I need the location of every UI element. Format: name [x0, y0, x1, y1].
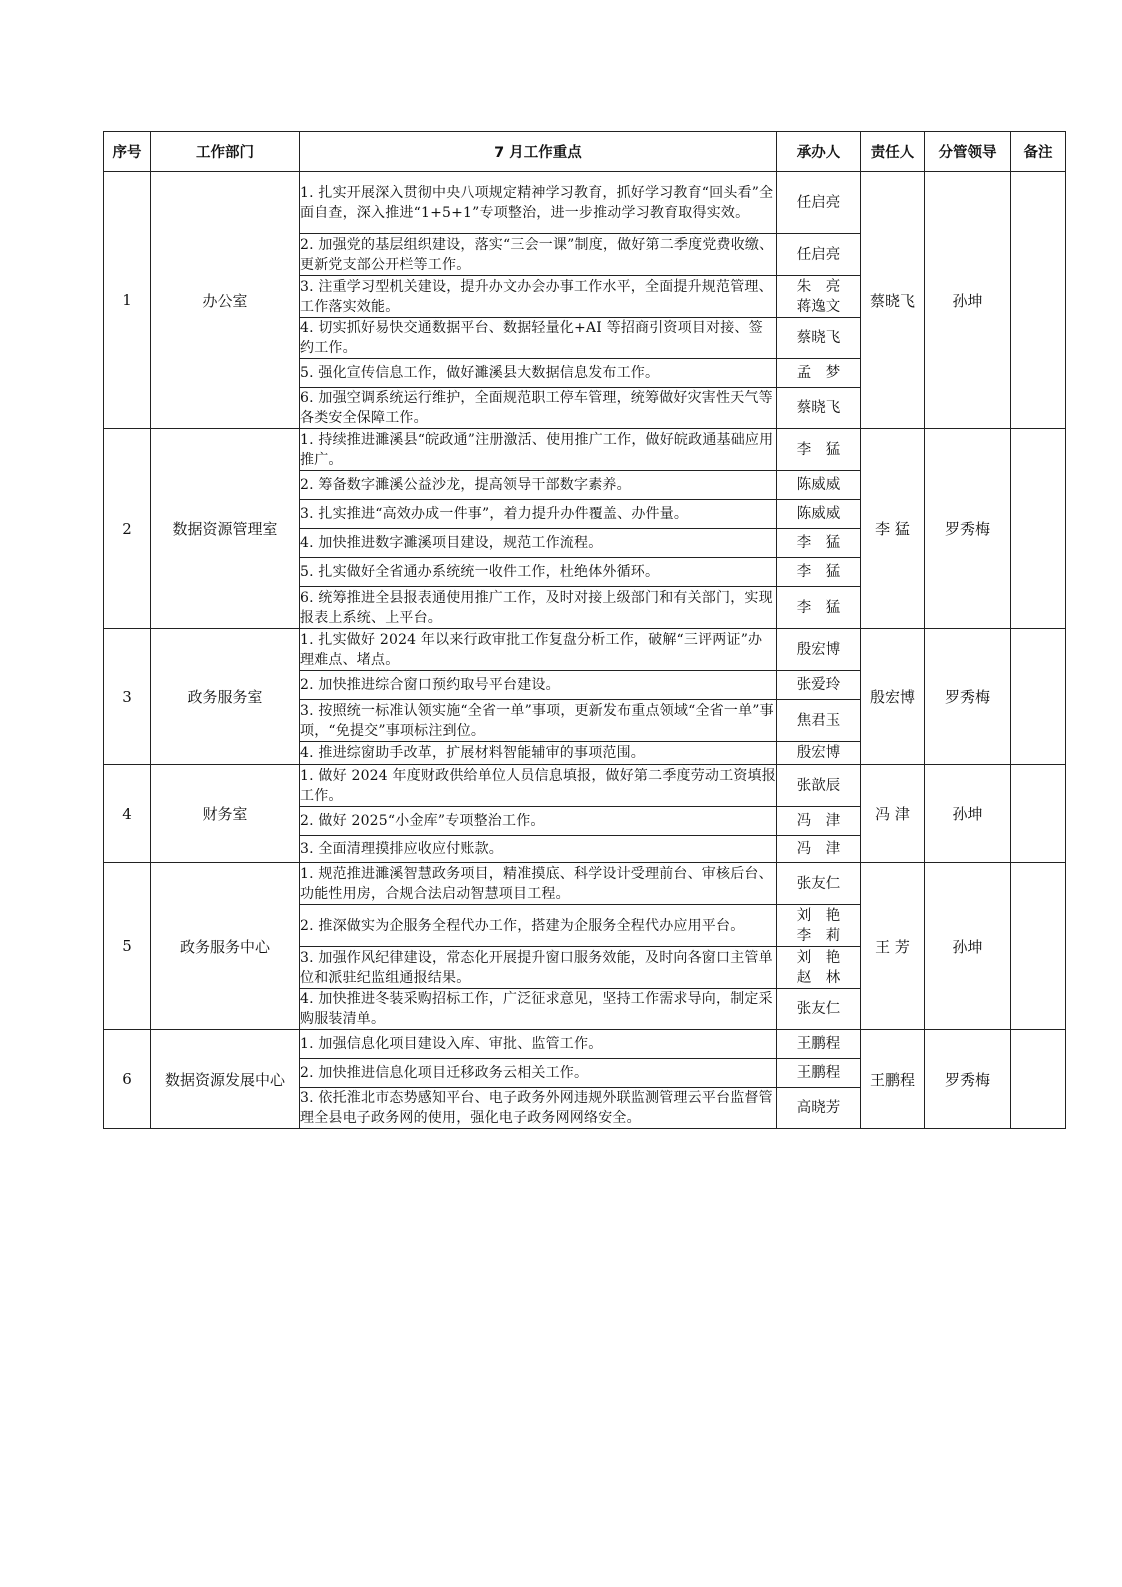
handler-name: 王鹏程 — [796, 1065, 841, 1081]
group-responsible: 王鹏程 — [861, 1030, 925, 1129]
handler-name: 朱 亮 — [796, 278, 841, 295]
handler-name: 刘 艳 — [796, 949, 841, 966]
handler-name: 蔡晓飞 — [796, 400, 841, 416]
handler-name: 蔡晓飞 — [796, 330, 841, 346]
group-seq: 5 — [104, 863, 151, 1030]
task-handler — [777, 471, 861, 500]
table-row — [104, 1030, 1066, 1059]
task-text: 1. 规范推进濉溪智慧政务项目，精准摸底、科学设计受理前台、审核后台、功能性用房，合规合法启动智慧项目工程。 — [300, 863, 777, 905]
group-seq: 1 — [104, 172, 151, 429]
handler-name: 张爱玲 — [796, 677, 841, 693]
group-leader: 孙坤 — [925, 863, 1011, 1030]
task-handler — [777, 234, 861, 276]
task-text: 5. 扎实做好全省通办系统统一收件工作，杜绝体外循环。 — [300, 558, 777, 587]
group-responsible: 蔡晓飞 — [861, 172, 925, 429]
task-text: 4. 加快推进数字濉溪项目建设，规范工作流程。 — [300, 529, 777, 558]
task-text: 2. 加快推进信息化项目迁移政务云相关工作。 — [300, 1059, 777, 1088]
handler-name: 冯 津 — [796, 841, 841, 857]
handler-name: 冯 津 — [796, 813, 841, 829]
task-text: 6. 统筹推进全县报表通使用推广工作，及时对接上级部门和有关部门，实现报表上系统、上平台。 — [300, 587, 777, 629]
handler-name: 张友仁 — [796, 875, 841, 892]
task-handler — [777, 359, 861, 388]
handler-name: 刘 艳 — [796, 907, 841, 924]
handler-name: 李 莉 — [796, 927, 841, 944]
group-leader: 罗秀梅 — [925, 429, 1011, 629]
task-handler — [777, 836, 861, 863]
header-seq: 序号 — [104, 132, 151, 172]
task-text: 2. 加快推进综合窗口预约取号平台建设。 — [300, 671, 777, 700]
table-row — [104, 863, 1066, 905]
group-dept: 数据资源管理室 — [151, 429, 300, 629]
task-handler — [777, 429, 861, 471]
handler-name: 李 猛 — [796, 599, 841, 616]
table-row — [104, 172, 1066, 234]
task-handler — [777, 558, 861, 587]
table-row — [104, 629, 1066, 671]
group-remark — [1011, 629, 1066, 765]
task-handler — [777, 807, 861, 836]
task-text: 1. 持续推进濉溪县“皖政通”注册激活、使用推广工作，做好皖政通基础应用推广。 — [300, 429, 777, 471]
handler-name: 高晓芳 — [796, 1100, 841, 1116]
table-row — [104, 765, 1066, 807]
task-handler — [777, 500, 861, 529]
task-handler — [777, 905, 861, 947]
task-text: 2. 筹备数字濉溪公益沙龙，提高领导干部数字素养。 — [300, 471, 777, 500]
task-handler — [777, 388, 861, 429]
group-dept: 数据资源发展中心 — [151, 1030, 300, 1129]
task-text: 3. 依托淮北市态势感知平台、电子政务外网违规外联监测管理云平台监督管理全县电子政务网的使用，强化电子政务网网络安全。 — [300, 1088, 777, 1129]
group-seq: 6 — [104, 1030, 151, 1129]
task-handler — [777, 742, 861, 765]
handler-name: 张歆辰 — [796, 777, 841, 794]
group-remark — [1011, 1030, 1066, 1129]
group-remark — [1011, 429, 1066, 629]
task-handler — [777, 629, 861, 671]
task-handler — [777, 318, 861, 359]
task-handler — [777, 989, 861, 1030]
table-header-row — [104, 132, 1066, 172]
task-handler — [777, 700, 861, 742]
task-text: 3. 全面清理摸排应收应付账款。 — [300, 836, 777, 863]
group-dept: 办公室 — [151, 172, 300, 429]
task-text: 5. 强化宣传信息工作，做好濉溪县大数据信息发布工作。 — [300, 359, 777, 388]
header-responsible: 责任人 — [861, 132, 925, 172]
group-seq: 4 — [104, 765, 151, 863]
group-dept: 政务服务室 — [151, 629, 300, 765]
task-text: 2. 做好 2025“小金库”专项整治工作。 — [300, 807, 777, 836]
group-leader: 孙坤 — [925, 765, 1011, 863]
task-text: 3. 扎实推进“高效办成一件事”，着力提升办件覆盖、办件量。 — [300, 500, 777, 529]
handler-name: 张友仁 — [796, 1001, 841, 1017]
group-dept: 政务服务中心 — [151, 863, 300, 1030]
task-text: 1. 扎实做好 2024 年以来行政审批工作复盘分析工作，破解“三评两证”办理难点、堵点。 — [300, 629, 777, 671]
group-seq: 2 — [104, 429, 151, 629]
group-responsible: 冯 津 — [861, 765, 925, 863]
task-handler — [777, 1059, 861, 1088]
header-handler: 承办人 — [777, 132, 861, 172]
handler-name: 王鹏程 — [796, 1036, 841, 1052]
task-text: 2. 推深做实为企服务全程代办工作，搭建为企服务全程代办应用平台。 — [300, 905, 777, 947]
handler-name: 李 猛 — [796, 441, 841, 458]
group-leader: 罗秀梅 — [925, 1030, 1011, 1129]
handler-name: 陈威威 — [796, 477, 841, 493]
handler-name: 李 猛 — [796, 564, 841, 580]
group-remark — [1011, 172, 1066, 429]
task-handler — [777, 529, 861, 558]
header-leader: 分管领导 — [925, 132, 1011, 172]
task-text: 4. 推进综窗助手改革，扩展材料智能辅审的事项范围。 — [300, 742, 777, 765]
handler-name: 陈威威 — [796, 506, 841, 522]
task-text: 1. 扎实开展深入贯彻中央八项规定精神学习教育，抓好学习教育“回头看”全面自查，深入推进“1+5+1”专项整治，进一步推动学习教育取得实效。 — [300, 172, 777, 234]
handler-name: 李 猛 — [796, 535, 841, 551]
handler-name: 孟 梦 — [796, 365, 841, 381]
handler-name: 殷宏博 — [796, 745, 841, 761]
group-responsible: 殷宏博 — [861, 629, 925, 765]
group-seq: 3 — [104, 629, 151, 765]
task-handler — [777, 671, 861, 700]
task-text: 4. 切实抓好易快交通数据平台、数据轻量化+AI 等招商引资项目对接、签约工作。 — [300, 318, 777, 359]
task-handler — [777, 863, 861, 905]
group-dept: 财务室 — [151, 765, 300, 863]
handler-name: 赵 林 — [796, 969, 841, 986]
task-text: 2. 加强党的基层组织建设，落实“三会一课”制度，做好第二季度党费收缴、更新党支部公开栏等工作。 — [300, 234, 777, 276]
task-text: 3. 按照统一标准认领实施“全省一单”事项，更新发布重点领域“全省一单”事项，“免提交”事项标注到位。 — [300, 700, 777, 742]
group-leader: 罗秀梅 — [925, 629, 1011, 765]
table-row — [104, 429, 1066, 471]
task-handler — [777, 172, 861, 234]
task-handler — [777, 276, 861, 318]
group-remark — [1011, 765, 1066, 863]
handler-name: 殷宏博 — [796, 641, 841, 658]
task-handler — [777, 1088, 861, 1129]
header-focus: 7 月工作重点 — [300, 132, 777, 172]
task-text: 1. 加强信息化项目建设入库、审批、监管工作。 — [300, 1030, 777, 1059]
task-text: 1. 做好 2024 年度财政供给单位人员信息填报，做好第二季度劳动工资填报工作。 — [300, 765, 777, 807]
handler-name: 焦君玉 — [796, 712, 841, 729]
task-text: 4. 加快推进冬装采购招标工作，广泛征求意见，坚持工作需求导向，制定采购服装清单。 — [300, 989, 777, 1030]
group-remark — [1011, 863, 1066, 1030]
group-responsible: 王 芳 — [861, 863, 925, 1030]
header-remark: 备注 — [1011, 132, 1066, 172]
handler-name: 任启亮 — [796, 246, 841, 263]
task-handler — [777, 1030, 861, 1059]
task-text: 3. 注重学习型机关建设，提升办文办会办事工作水平，全面提升规范管理、工作落实效能。 — [300, 276, 777, 318]
task-handler — [777, 947, 861, 989]
task-text: 3. 加强作风纪律建设，常态化开展提升窗口服务效能，及时向各窗口主管单位和派驻纪监组通报结果。 — [300, 947, 777, 989]
work-plan-table — [103, 131, 1066, 1129]
task-handler — [777, 765, 861, 807]
handler-name: 任启亮 — [796, 194, 841, 211]
task-text: 6. 加强空调系统运行维护，全面规范职工停车管理，统筹做好灾害性天气等各类安全保障工作。 — [300, 388, 777, 429]
handler-name: 蒋逸文 — [796, 298, 841, 315]
group-leader: 孙坤 — [925, 172, 1011, 429]
header-dept: 工作部门 — [151, 132, 300, 172]
group-responsible: 李 猛 — [861, 429, 925, 629]
task-handler — [777, 587, 861, 629]
